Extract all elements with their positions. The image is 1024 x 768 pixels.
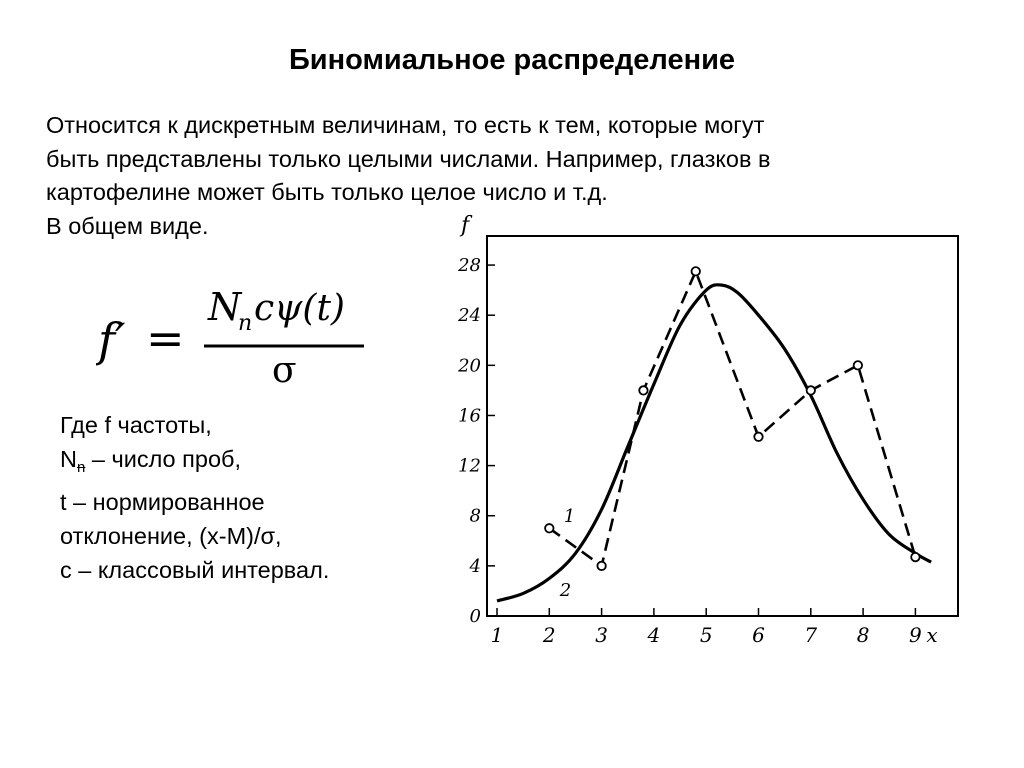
definition-line: t – нормированное [60,489,265,515]
series-1-point [545,524,553,532]
intro-line: быть представлены только целыми числами. Например, глазков в [46,145,771,172]
series-1-point [807,386,815,394]
y-tick-label: 0 [469,606,481,627]
series-1-point [692,267,700,275]
formula-numerator-rest: cψ(t) [254,288,345,329]
formula-lhs: f′ [98,313,126,367]
x-tick-label: 7 [804,623,818,647]
series-1-point [597,562,605,570]
intro-line: картофелине может быть только целое число и т.д. [46,179,608,205]
x-tick-label: 5 [699,623,713,647]
intro-line: В общем виде. [46,212,209,239]
x-tick-label: 2 [542,623,556,647]
series-2-curve [497,285,931,601]
series-1-label: 1 [563,506,576,527]
series-1-line [549,271,915,566]
series-2-label: 2 [559,579,572,601]
y-tick-label: 16 [458,405,481,427]
x-tick-label: 4 [647,623,661,647]
formula-denominator: σ [272,350,297,388]
series-1-point [639,386,647,394]
y-tick-label: 24 [458,305,481,327]
definition-line: Где f частоты, [60,412,212,438]
definition-line: отклонение, (x-M)/σ, [60,523,282,549]
definition-N-sub: n [76,459,86,476]
definition-N: N [60,446,77,472]
y-tick-label: 12 [458,455,481,477]
series-1-point [854,361,862,369]
slide-title: Биномиальное распределение [288,44,736,76]
x-axis-label: x [926,623,938,647]
series-1-point [911,553,919,561]
definition-N-text: – число проб, [85,446,242,472]
intro-line: Относится к дискретным величинам, то есть к тем, которые могут [46,112,765,138]
y-tick-label: 4 [469,555,481,577]
series-1-point [754,433,762,441]
plot-frame [487,236,958,616]
x-tick-label: 8 [856,623,870,647]
definition-line [60,442,440,485]
formula-numerator-sub: n [238,311,253,336]
definitions [60,408,440,587]
x-tick-label: 6 [752,623,765,647]
x-tick-label: 9 [909,623,922,647]
formula-equals: = [146,311,185,365]
y-tick-label: 28 [458,255,481,277]
definition-line: c – классовый интервал. [60,557,330,583]
y-tick-label: 20 [458,355,481,377]
x-tick-label: 3 [595,623,608,647]
frequency-chart [440,206,960,656]
y-axis-label: f [461,213,470,238]
y-tick-label: 8 [469,505,481,527]
x-tick-label: 1 [490,623,504,647]
formula-numerator-N: N [208,285,242,329]
formula [96,278,386,388]
